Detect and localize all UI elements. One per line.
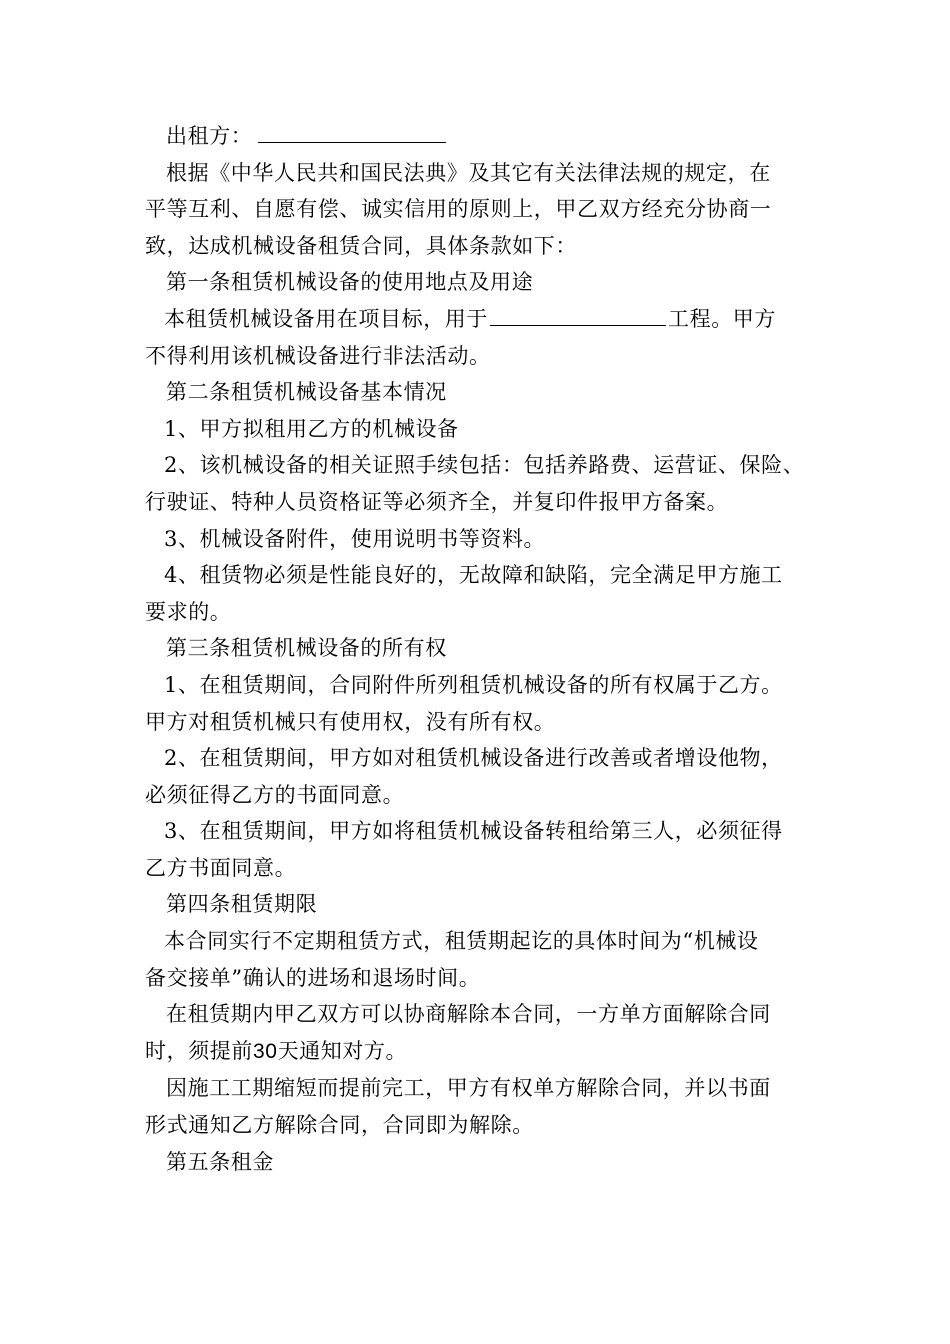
notice-days: 30: [253, 1039, 278, 1063]
text-line: 备交接单”确认的进场和退场时间。: [145, 965, 481, 990]
lessor-label: 出租方：: [166, 124, 253, 148]
article-4-title: 第四条租赁期限: [166, 892, 318, 917]
text-line: 2、在租赁期间，甲方如对租赁机械设备进行改善或者增设他物，: [164, 746, 783, 771]
article-1-paragraph: [145, 301, 825, 374]
article-3-item-1: [145, 667, 825, 740]
text-line: 本合同实行不定期租赁方式，租赁期起讫的具体时间为“机械设: [164, 929, 759, 954]
article-3-item-3: [145, 813, 825, 886]
text-line: 3、在租赁期间，甲方如将租赁机械设备转租给第三人，必须征得: [164, 819, 783, 844]
text-line: 根据《中华人民共和国民法典》及其它有关法律法规的规定，在: [166, 160, 771, 185]
article-2-item-3: 3、机械设备附件，使用说明书等资料。: [164, 526, 546, 551]
text-line: 乙方书面同意。: [145, 855, 297, 880]
text-line: 平等互利、自愿有偿、诚实信用的原则上，甲乙双方经充分协商一: [145, 197, 772, 222]
article-2-item-2: [145, 447, 825, 520]
text-line: 在租赁期内甲乙双方可以协商解除本合同，一方单方面解除合同: [166, 1002, 771, 1027]
article-5-title: 第五条租金: [166, 1149, 274, 1174]
text-line: 致，达成机械设备租赁合同，具体条款如下：: [145, 233, 577, 258]
text-segment: 本租赁机械设备用在项目标，用于: [164, 306, 488, 331]
text-line: [145, 301, 825, 338]
project-blank: [490, 305, 666, 326]
text-line: [145, 1033, 825, 1071]
article-4-paragraph-2: [145, 996, 825, 1070]
preamble-paragraph: [145, 155, 825, 265]
text-segment: 工程。甲方: [668, 306, 776, 331]
article-2-item-4: [145, 557, 825, 630]
text-line: 甲方对租赁机械只有使用权，没有所有权。: [145, 709, 556, 734]
contract-body: [145, 118, 825, 1180]
text-line: 4、租赁物必须是性能良好的，无故障和缺陷，完全满足甲方施工: [164, 563, 783, 588]
text-line: 必须征得乙方的书面同意。: [145, 782, 405, 807]
lessor-blank: [258, 122, 446, 143]
article-1-title: 第一条租赁机械设备的使用地点及用途: [166, 270, 534, 295]
text-line: 要求的。: [145, 599, 232, 624]
article-3-title: 第三条租赁机械设备的所有权: [166, 636, 447, 661]
text-line: 行驶证、特种人员资格证等必须齐全，并复印件报甲方备案。: [145, 489, 729, 514]
article-4-paragraph-1: [145, 923, 825, 996]
text-line: 因施工工期缩短而提前完工，甲方有权单方解除合同，并以书面: [166, 1076, 771, 1101]
lessor-line: [145, 118, 825, 155]
article-2-title: 第二条租赁机械设备基本情况: [166, 380, 447, 405]
text-segment: 天通知对方。: [277, 1038, 408, 1063]
article-2-item-1: 1、甲方拟租用乙方的机械设备: [164, 416, 459, 441]
text-line: 1、在租赁期间，合同附件所列租赁机械设备的所有权属于乙方。: [164, 672, 783, 697]
text-line: 2、该机械设备的相关证照手续包括：包括养路费、运营证、保险、: [164, 453, 805, 478]
article-4-paragraph-3: [145, 1070, 825, 1143]
text-segment: 时，须提前: [145, 1038, 253, 1063]
text-line: 形式通知乙方解除合同，合同即为解除。: [145, 1113, 534, 1138]
article-3-item-2: [145, 740, 825, 813]
text-line: 不得利用该机械设备进行非法活动。: [145, 343, 491, 368]
